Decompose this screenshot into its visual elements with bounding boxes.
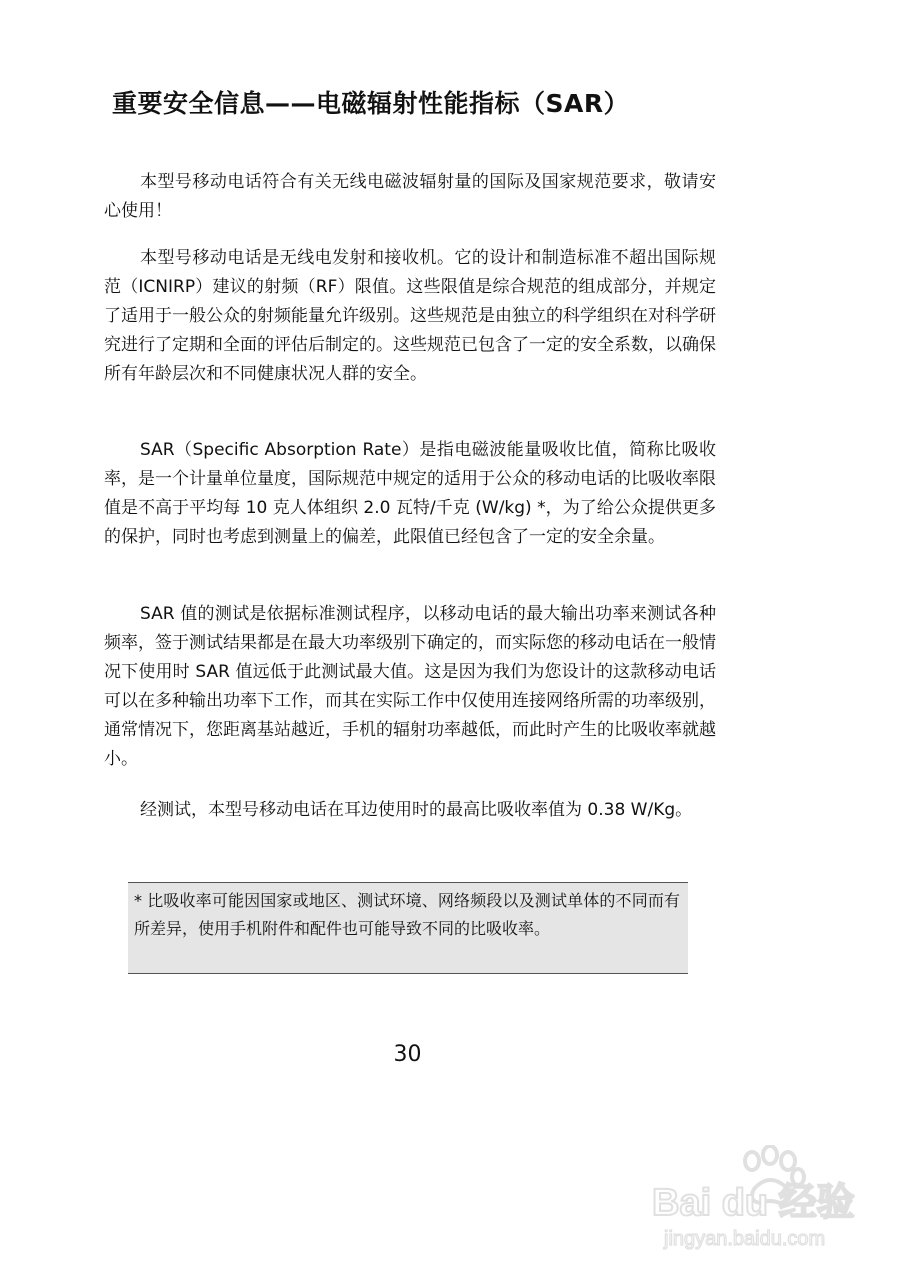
baidu-jingyan-watermark bbox=[648, 1145, 863, 1255]
paragraph-icnirp-limits: 本型号移动电话是无线电发射和接收机。它的设计和制造标准不超出国际规范（ICNIRP）建议的射频（RF）限值。这些限值是综合规范的组成部分，并规定了适用于一般公众的射频能量允许级别。这些规范是由独立的科学组织在对科学研究进行了定期和全面的评估后制定的。这些规范已包含了一定的安全系数，以确保所有年龄层次和不同健康状况人群的安全。 bbox=[104, 248, 716, 384]
paragraph-sar-definition: SAR（Specific Absorption Rate）是指电磁波能量吸收比值，简称比吸收率，是一个计量单位量度，国际规范中规定的适用于公众的移动电话的比吸收率限值是不高于平均每 10 克人体组织 2.0 瓦特/千克 (W/kg) *，为了给公众提供更多的保护，同时也考虑到测量上的偏差，此限值已经包含了一定的安全余量。 bbox=[104, 440, 716, 547]
footnote-box bbox=[128, 882, 688, 974]
footnote-text: * 比吸收率可能因国家或地区、测试环境、网络频段以及测试单体的不同而有所差异，使用手机附件和配件也可能导致不同的比吸收率。 bbox=[134, 891, 680, 938]
page-number: 30 bbox=[393, 1042, 422, 1067]
watermark-url: jingyan.baidu.com bbox=[664, 1228, 826, 1250]
paragraph-sar-result: 经测试，本型号移动电话在耳边使用时的最高比吸收率值为 0.38 W/Kg。 bbox=[140, 800, 693, 820]
watermark-brand-text: Bai du 经验 bbox=[652, 1182, 855, 1224]
paragraph-compliance: 本型号移动电话符合有关无线电磁波辐射量的国际及国家规范要求，敬请安心使用！ bbox=[104, 172, 716, 221]
page-title: 重要安全信息——电磁辐射性能指标（SAR） bbox=[112, 89, 630, 118]
paragraph-sar-testing: SAR 值的测试是依据标准测试程序，以移动电话的最大输出功率来测试各种频率，签于测试结果都是在最大功率级别下确定的，而实际您的移动电话在一般情况下使用时 SAR 值远低于此测试最大值。这是因为我们为您设计的这款移动电话可以在多种输出功率下工作，而其在实际工作中仅使用连接网络所需的功率级别，通常情况下，您距离基站越近，手机的辐射功率越低，而此时产生的比吸收率就越小。 bbox=[104, 604, 716, 769]
